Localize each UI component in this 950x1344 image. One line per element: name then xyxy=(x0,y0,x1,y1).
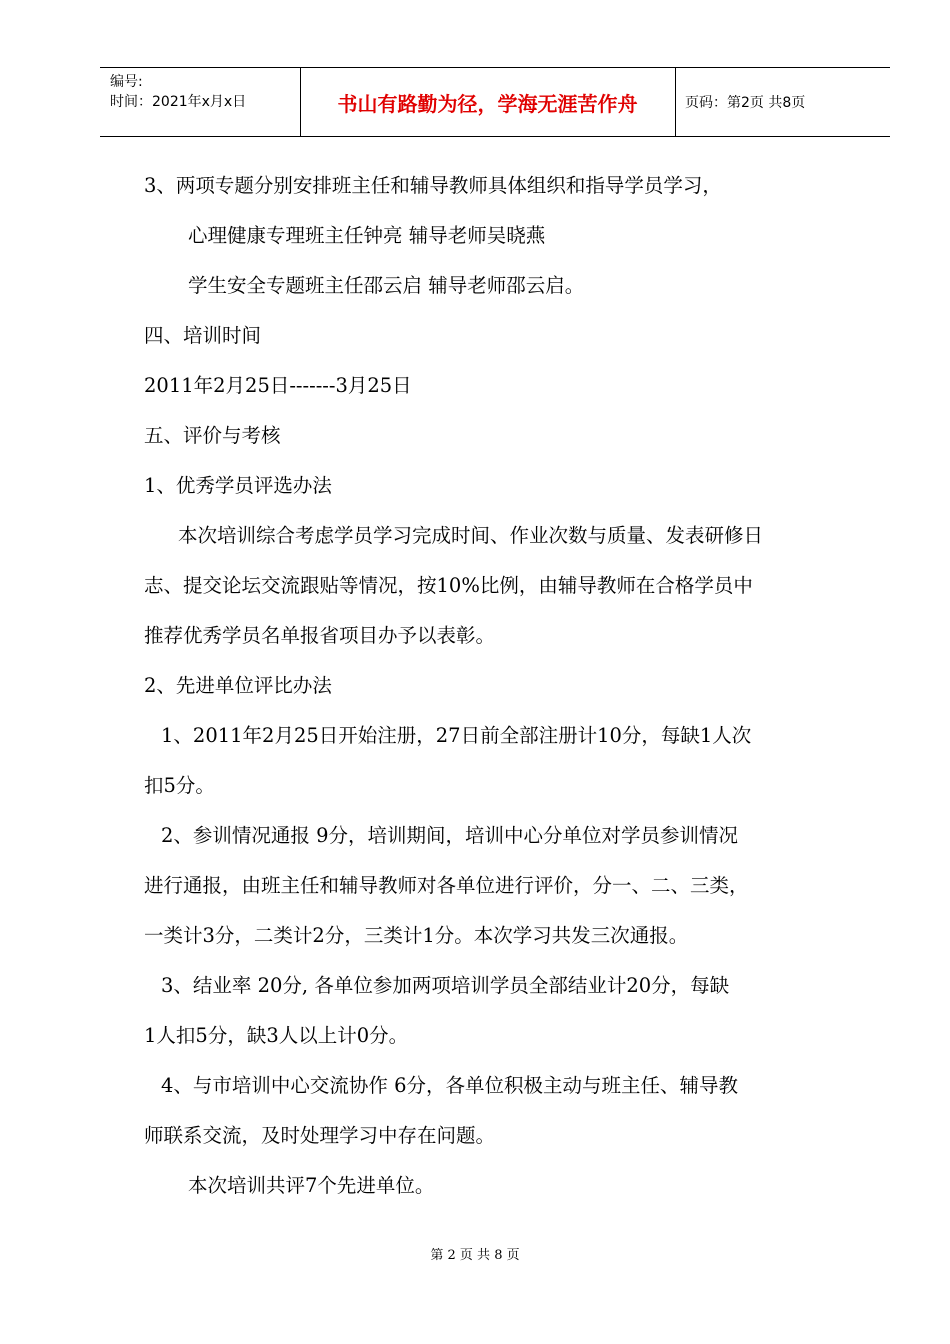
paragraph: 3、两项专题分别安排班主任和辅导教师具体组织和指导学员学习， xyxy=(144,174,722,197)
paragraph: 本次培训共评7个先进单位。 xyxy=(188,1174,435,1197)
page-footer: 第 2 页 共 8 页 xyxy=(430,1248,520,1263)
number-label: 编号: xyxy=(110,74,143,90)
subsection-heading: 2、先进单位评比办法 xyxy=(144,674,332,697)
document-header xyxy=(100,67,890,137)
paragraph: 扣5分。 xyxy=(144,774,215,797)
paragraph: 志、提交论坛交流跟贴等情况，按10%比例，由辅导教师在合格学员中 xyxy=(144,574,753,597)
paragraph: 2011年2月25日-------3月25日 xyxy=(144,374,412,397)
header-divider xyxy=(675,68,676,136)
paragraph: 推荐优秀学员名单报省项目办予以表彰。 xyxy=(144,624,496,647)
paragraph: 3、结业率 20分, 各单位参加两项培训学员全部结业计20分，每缺 xyxy=(161,974,730,997)
paragraph: 2、参训情况通报 9分，培训期间，培训中心分单位对学员参训情况 xyxy=(161,824,739,847)
header-page-info: 页码：第2页 共8页 xyxy=(685,95,806,111)
paragraph: 1、2011年2月25日开始注册，27日前全部注册计10分，每缺1人次 xyxy=(161,724,752,747)
paragraph: 学生安全专题班主任邵云启 辅导老师邵云启。 xyxy=(188,274,585,297)
paragraph: 进行通报，由班主任和辅导教师对各单位进行评价，分一、二、三类， xyxy=(144,874,749,897)
header-meta xyxy=(110,72,246,112)
paragraph: 1人扣5分，缺3人以上计0分。 xyxy=(144,1024,409,1047)
paragraph: 师联系交流，及时处理学习中存在问题。 xyxy=(144,1124,496,1147)
paragraph: 一类计3分，二类计2分，三类计1分。本次学习共发三次通报。 xyxy=(144,924,689,947)
section-heading: 五、评价与考核 xyxy=(144,424,281,447)
paragraph: 本次培训综合考虑学员学习完成时间、作业次数与质量、发表研修日 xyxy=(178,524,764,547)
section-heading: 四、培训时间 xyxy=(144,324,262,347)
paragraph: 心理健康专理班主任钟亮 辅导老师吴晓燕 xyxy=(188,224,546,247)
subsection-heading: 1、优秀学员评选办法 xyxy=(144,474,332,497)
time-label: 时间：2021年x月x日 xyxy=(110,94,247,110)
paragraph: 4、与市培训中心交流协作 6分，各单位积极主动与班主任、辅导教 xyxy=(161,1074,739,1097)
header-motto: 书山有路勤为径，学海无涯苦作舟 xyxy=(337,91,638,116)
